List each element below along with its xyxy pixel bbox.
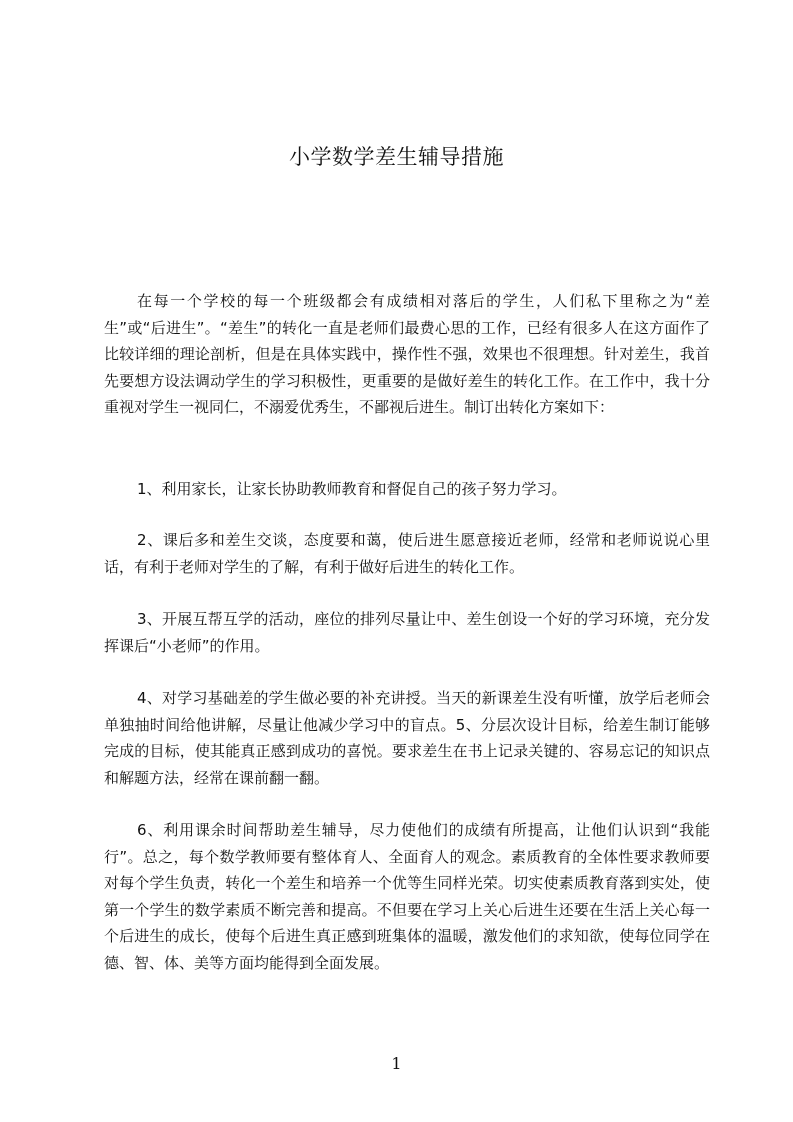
paragraph-intro: 在每一个学校的每一个班级都会有成绩相对落后的学生，人们私下里称之为“差生”或“后进生”。“差生”的转化一直是老师们最费心思的工作，已经有很多人在这方面作了比较详细的理论剖析，但是在具体实践中，操作性不强，效果也不很理想。针对差生，我首先要想方设法调动学生的学习积极性，更重要的是做好差生的转化工作。在工作中，我十分重视对学生一视同仁，不溺爱优秀生，不鄙视后进生。制订出转化方案如下： [104,292,710,417]
paragraph-measure-3: 3、开展互帮互学的活动，座位的排列尽量让中、差生创设一个好的学习环境，充分发挥课后“小老师”的作用。 [104,610,710,655]
paragraph-measure-2: 2、课后多和差生交谈，态度要和蔼，使后进生愿意接近老师，经常和老师说说心里话，有利于老师对学生的了解，有利于做好后进生的转化工作。 [104,531,710,576]
paragraph-measure-4-5: 4、对学习基础差的学生做必要的补充讲授。当天的新课差生没有听懂，放学后老师会单独抽时间给他讲解，尽量让他减少学习中的盲点。5、分层次设计目标，给差生制订能够完成的目标，使其能真正感到成功的喜悦。要求差生在书上记录关键的、容易忘记的知识点和解题方法，经常在课前翻一翻。 [104,689,710,787]
paragraph-measure-1: 1、利用家长，让家长协助教师教育和督促自己的孩子努力学习。 [137,480,567,498]
page-number: 1 [391,1054,402,1073]
document-title: 小学数学差生辅导措施 [289,145,504,169]
paragraph-measure-6: 6、利用课余时间帮助差生辅导，尽力使他们的成绩有所提高，让他们认识到“我能行”。总之，每个数学教师要有整体育人、全面育人的观念。素质教育的全体性要求教师要对每个学生负责，转化一个差生和培养一个优等生同样光荣。切实使素质教育落到实处，使第一个学生的数学素质不断完善和提高。不但要在学习上关心后进生还要在生活上关心每一个后进生的成长，使每个后进生真正感到班集体的温暖，激发他们的求知欲，使每位同学在德、智、体、美等方面均能得到全面发展。 [104,821,710,972]
